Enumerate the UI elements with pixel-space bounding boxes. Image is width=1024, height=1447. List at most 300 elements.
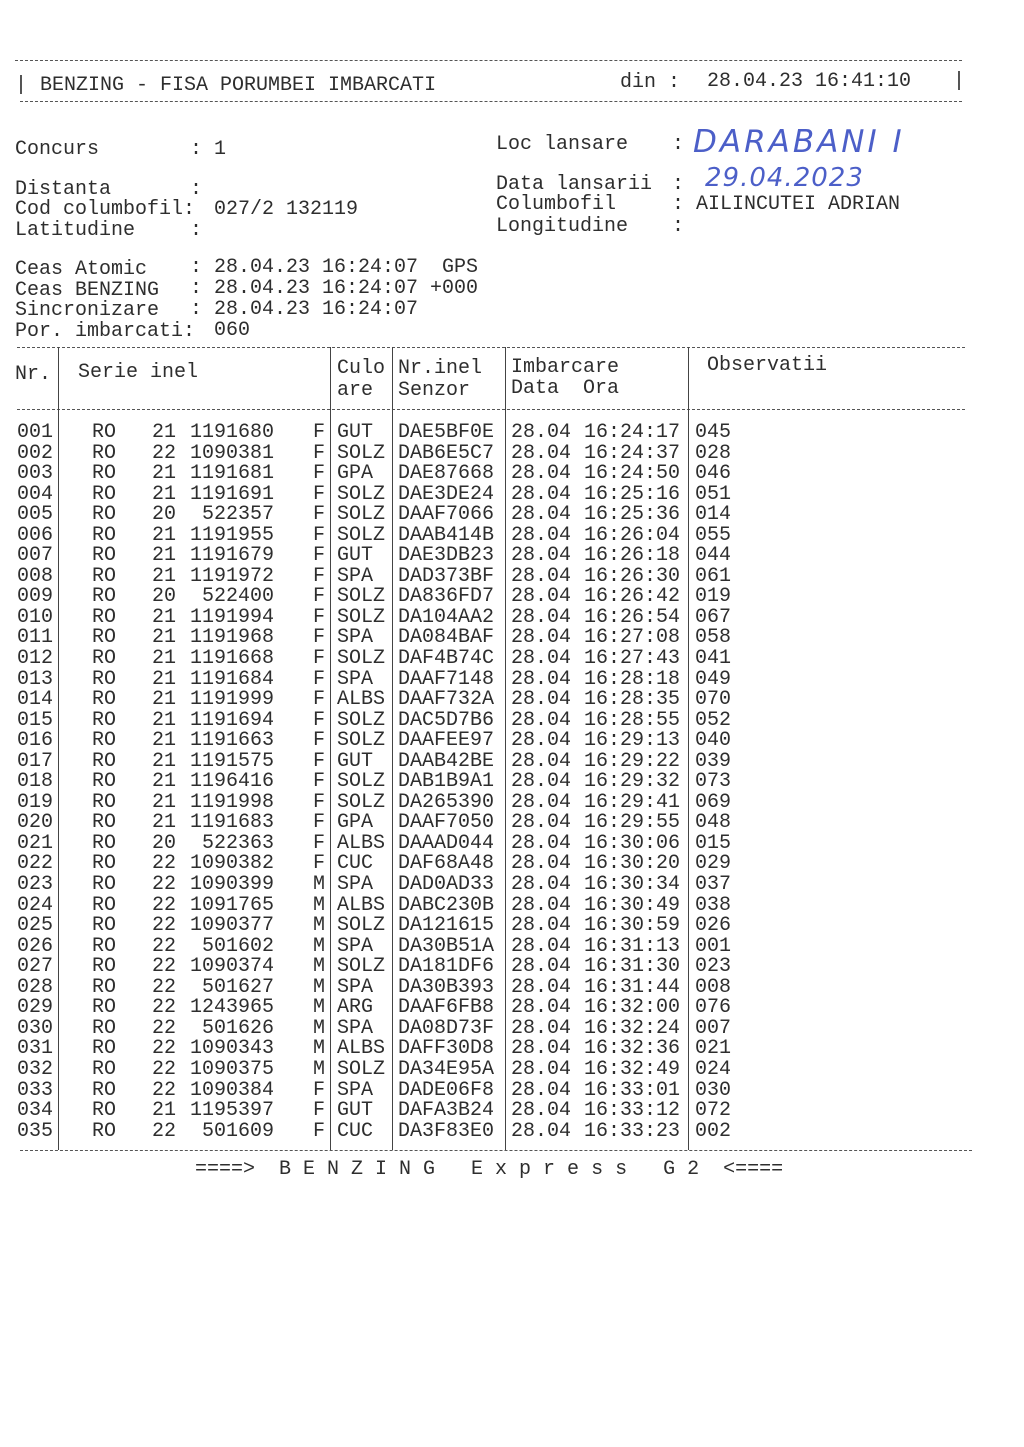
cell-ring: 1191683 [189, 811, 274, 835]
cell-year: 22 [152, 996, 177, 1020]
cell-color: SPA [337, 667, 374, 691]
cell-obs: 061 [695, 564, 732, 588]
cell-sex: F [313, 605, 326, 629]
cell-nr: 025 [17, 914, 54, 938]
cell-time: 16:32:49 [584, 1057, 681, 1081]
cell-color: SOLZ [337, 770, 386, 794]
concurs-value: : 1 [190, 138, 227, 161]
cell-year: 21 [152, 564, 177, 588]
table-row [0, 854, 1024, 875]
cell-date: 28.04 [511, 1016, 572, 1040]
cell-color: SOLZ [337, 441, 386, 465]
cell-sensor: DAE3DE24 [398, 482, 495, 506]
cell-ring: 1191663 [189, 729, 274, 753]
cell-year: 22 [152, 955, 177, 979]
cell-obs: 028 [695, 441, 732, 465]
cell-obs: 040 [695, 729, 732, 753]
table-row [0, 423, 1024, 444]
cell-ring: 1191684 [189, 667, 274, 691]
cell-country: RO [92, 770, 117, 794]
cell-year: 21 [152, 462, 177, 486]
cell-obs: 058 [695, 626, 732, 650]
cell-sensor: DA265390 [398, 790, 495, 814]
cell-sex: F [313, 770, 326, 794]
cell-obs: 023 [695, 955, 732, 979]
cell-ring: 1090374 [189, 955, 274, 979]
header-observatii: Observatii [707, 354, 828, 377]
cell-color: SOLZ [337, 523, 386, 547]
cell-time: 16:25:16 [584, 482, 681, 506]
cell-date: 28.04 [511, 523, 572, 547]
cell-country: RO [92, 893, 117, 917]
cell-date: 28.04 [511, 749, 572, 773]
cell-nr: 035 [17, 1119, 54, 1143]
loc-lansare-handwritten: DARABANI I [693, 124, 905, 160]
cell-color: ALBS [337, 688, 386, 712]
cell-sensor: DAAB42BE [398, 749, 495, 773]
table-row [0, 1119, 1024, 1143]
cell-country: RO [92, 749, 117, 773]
header-serie-inel: Serie inel [78, 361, 199, 384]
longitudine-value: : [672, 215, 685, 238]
cell-ring: 1191575 [189, 749, 274, 773]
cell-country: RO [92, 811, 117, 835]
cell-time: 16:33:12 [584, 1099, 681, 1123]
cell-sex: M [313, 1057, 326, 1081]
cell-date: 28.04 [511, 667, 572, 691]
table-row [0, 587, 1024, 608]
cell-sex: M [313, 873, 326, 897]
cell-country: RO [92, 421, 117, 444]
cell-sensor: DAE5BF0E [398, 421, 495, 444]
cell-ring: 1191694 [189, 708, 274, 732]
cell-ring: 1090381 [189, 441, 274, 465]
table-row [0, 441, 1024, 465]
cell-sensor: DAAF6FB8 [398, 996, 495, 1020]
table-row [0, 1016, 1024, 1040]
cell-country: RO [92, 688, 117, 712]
cell-obs: 051 [695, 482, 732, 506]
cell-obs: 073 [695, 770, 732, 794]
cell-year: 21 [152, 523, 177, 547]
cell-year: 22 [152, 873, 177, 897]
cell-date: 28.04 [511, 503, 572, 527]
cell-sex: F [313, 462, 326, 486]
cell-date: 28.04 [511, 790, 572, 814]
cell-obs: 030 [695, 1078, 732, 1102]
cell-obs: 045 [695, 421, 732, 444]
cell-ring: 1191681 [189, 462, 274, 486]
cell-sensor: DA30B51A [398, 934, 495, 958]
cell-ring: 1090375 [189, 1057, 274, 1081]
cell-time: 16:29:55 [584, 811, 681, 835]
table-row [0, 875, 1024, 896]
cell-ring: 522400 [201, 585, 274, 609]
cell-time: 16:33:23 [584, 1119, 681, 1143]
document-title: BENZING - FISA PORUMBEI IMBARCATI [40, 74, 437, 97]
data-lansarii-handwritten: 29.04.2023 [705, 163, 864, 193]
cell-color: GPA [337, 462, 374, 486]
cell-sensor: DAC5D7B6 [398, 708, 495, 732]
cell-country: RO [92, 462, 117, 486]
header-left-bar: | [15, 74, 28, 97]
cell-color: SPA [337, 934, 374, 958]
cell-year: 20 [152, 585, 177, 609]
table-row [0, 916, 1024, 937]
cell-date: 28.04 [511, 544, 572, 568]
cell-obs: 046 [695, 462, 732, 486]
cell-country: RO [92, 564, 117, 588]
table-row [0, 975, 1024, 999]
table-row [0, 893, 1024, 917]
cell-ring: 1243965 [189, 996, 274, 1020]
cell-color: SOLZ [337, 914, 386, 938]
cell-color: GUT [337, 749, 374, 773]
header-right-bar: | [953, 70, 966, 93]
cell-sensor: DA836FD7 [398, 585, 495, 609]
cell-ring: 1091765 [189, 893, 274, 917]
cell-nr: 030 [17, 1016, 54, 1040]
cell-sex: M [313, 996, 326, 1020]
distanta-value: : [190, 178, 203, 201]
cell-country: RO [92, 955, 117, 979]
table-header-rule [17, 409, 965, 410]
cell-ring: 1191680 [189, 421, 274, 444]
cell-color: SPA [337, 975, 374, 999]
table-row [0, 546, 1024, 567]
columbofil-value: : AILINCUTEI ADRIAN [672, 193, 901, 216]
cell-sensor: DA3F83E0 [398, 1119, 495, 1143]
cell-sensor: DAAF7050 [398, 811, 495, 835]
cell-date: 28.04 [511, 852, 572, 876]
cell-obs: 014 [695, 503, 732, 527]
cell-color: GUT [337, 421, 374, 444]
cell-date: 28.04 [511, 626, 572, 650]
cell-sensor: DAAAD044 [398, 831, 495, 855]
cell-country: RO [92, 1099, 117, 1123]
cell-color: ALBS [337, 1037, 386, 1061]
cell-year: 21 [152, 688, 177, 712]
cell-nr: 002 [17, 441, 54, 465]
cell-time: 16:26:18 [584, 544, 681, 568]
cell-time: 16:30:06 [584, 831, 681, 855]
cell-sensor: DAD373BF [398, 564, 495, 588]
cell-ring: 1090343 [189, 1037, 274, 1061]
cell-color: ARG [337, 996, 374, 1020]
sincronizare-label: Sincronizare [15, 299, 160, 322]
table-row [0, 482, 1024, 506]
table-row [0, 998, 1024, 1019]
cell-year: 21 [152, 811, 177, 835]
cell-country: RO [92, 1016, 117, 1040]
cell-sensor: DAF4B74C [398, 647, 495, 671]
table-row [0, 464, 1024, 485]
cell-sensor: DADE06F8 [398, 1078, 495, 1102]
table-body [0, 423, 1024, 1142]
cell-country: RO [92, 626, 117, 650]
cell-country: RO [92, 996, 117, 1020]
table-row [0, 1057, 1024, 1081]
cell-year: 21 [152, 790, 177, 814]
table-row [0, 523, 1024, 547]
cell-date: 28.04 [511, 1078, 572, 1102]
sincronizare-value: : 28.04.23 16:24:07 [190, 298, 419, 321]
table-row [0, 749, 1024, 773]
cell-color: SOLZ [337, 482, 386, 506]
cell-time: 16:26:30 [584, 564, 681, 588]
cell-sensor: DAAF732A [398, 688, 495, 712]
cell-sex: F [313, 790, 326, 814]
cell-time: 16:29:13 [584, 729, 681, 753]
cell-country: RO [92, 852, 117, 876]
cell-date: 28.04 [511, 421, 572, 444]
data-lansarii-label: Data lansarii [496, 173, 653, 196]
cell-time: 16:29:22 [584, 749, 681, 773]
cell-country: RO [92, 708, 117, 732]
cell-ring: 1191955 [189, 523, 274, 547]
cell-ring: 501627 [201, 975, 274, 999]
cell-ring: 1195397 [189, 1099, 274, 1123]
cell-ring: 1191999 [189, 688, 274, 712]
cell-year: 21 [152, 749, 177, 773]
cell-sex: M [313, 955, 326, 979]
cell-date: 28.04 [511, 1057, 572, 1081]
table-row [0, 708, 1024, 732]
cell-nr: 021 [17, 831, 54, 855]
cell-obs: 029 [695, 852, 732, 876]
cell-nr: 017 [17, 749, 54, 773]
cell-country: RO [92, 1119, 117, 1143]
latitudine-value: : [190, 219, 203, 242]
cell-nr: 014 [17, 688, 54, 712]
cell-color: CUC [337, 1119, 374, 1143]
cell-country: RO [92, 482, 117, 506]
table-row [0, 957, 1024, 978]
cell-country: RO [92, 441, 117, 465]
cell-country: RO [92, 729, 117, 753]
cell-obs: 008 [695, 975, 732, 999]
cell-obs: 072 [695, 1099, 732, 1123]
table-row [0, 1101, 1024, 1122]
cell-nr: 010 [17, 605, 54, 629]
cell-country: RO [92, 790, 117, 814]
cell-date: 28.04 [511, 996, 572, 1020]
cell-country: RO [92, 1078, 117, 1102]
cell-sex: M [313, 914, 326, 938]
header-imbarcare-line1: Imbarcare [511, 356, 620, 379]
loc-lansare-sep: : [672, 133, 685, 156]
cell-nr: 027 [17, 955, 54, 979]
cell-sensor: DA104AA2 [398, 605, 495, 629]
cell-obs: 037 [695, 873, 732, 897]
cell-obs: 039 [695, 749, 732, 773]
cell-sensor: DA084BAF [398, 626, 495, 650]
cell-date: 28.04 [511, 441, 572, 465]
table-row [0, 790, 1024, 814]
cell-ring: 1090377 [189, 914, 274, 938]
cell-nr: 001 [17, 421, 54, 444]
cell-sensor: DABC230B [398, 893, 495, 917]
cell-year: 22 [152, 914, 177, 938]
cell-color: SOLZ [337, 647, 386, 671]
cell-sex: F [313, 729, 326, 753]
cell-country: RO [92, 585, 117, 609]
cod-columbofil-value: 027/2 132119 [214, 198, 359, 221]
cell-color: GUT [337, 544, 374, 568]
cell-color: GUT [337, 1099, 374, 1123]
cell-sex: F [313, 811, 326, 835]
cell-time: 16:32:24 [584, 1016, 681, 1040]
cell-time: 16:24:17 [584, 421, 681, 444]
distanta-label: Distanta [15, 178, 112, 201]
cell-obs: 026 [695, 914, 732, 938]
columbofil-label: Columbofil [496, 193, 617, 216]
ceas-benzing-label: Ceas BENZING [15, 279, 160, 302]
cell-obs: 019 [695, 585, 732, 609]
cell-color: SOLZ [337, 503, 386, 527]
cell-date: 28.04 [511, 462, 572, 486]
cell-color: CUC [337, 852, 374, 876]
cell-color: SOLZ [337, 708, 386, 732]
cell-time: 16:29:41 [584, 790, 681, 814]
cell-time: 16:29:32 [584, 770, 681, 794]
cell-date: 28.04 [511, 831, 572, 855]
cell-country: RO [92, 544, 117, 568]
cell-date: 28.04 [511, 770, 572, 794]
cell-sex: M [313, 893, 326, 917]
cell-obs: 076 [695, 996, 732, 1020]
cell-ring: 522363 [201, 831, 274, 855]
cell-sex: F [313, 441, 326, 465]
cell-sex: F [313, 503, 326, 527]
header-bottom-rule [20, 101, 962, 102]
cell-year: 22 [152, 1016, 177, 1040]
cell-year: 21 [152, 421, 177, 444]
cell-sensor: DAAB414B [398, 523, 495, 547]
cell-date: 28.04 [511, 975, 572, 999]
cell-sensor: DAD0AD33 [398, 873, 495, 897]
cell-nr: 032 [17, 1057, 54, 1081]
cell-obs: 052 [695, 708, 732, 732]
table-bottom-rule [20, 1150, 972, 1151]
cell-obs: 055 [695, 523, 732, 547]
cell-ring: 501602 [201, 934, 274, 958]
ceas-benzing-value: : 28.04.23 16:24:07 +000 [190, 277, 479, 300]
cell-date: 28.04 [511, 1119, 572, 1143]
table-row [0, 934, 1024, 958]
cell-obs: 049 [695, 667, 732, 691]
cell-color: ALBS [337, 831, 386, 855]
cell-year: 21 [152, 626, 177, 650]
cell-country: RO [92, 605, 117, 629]
cell-date: 28.04 [511, 914, 572, 938]
cell-sex: F [313, 708, 326, 732]
cell-color: SOLZ [337, 605, 386, 629]
cell-sex: M [313, 975, 326, 999]
cell-color: SOLZ [337, 585, 386, 609]
cell-sex: M [313, 1016, 326, 1040]
cell-year: 20 [152, 831, 177, 855]
cell-year: 21 [152, 708, 177, 732]
table-row [0, 649, 1024, 670]
table-row [0, 690, 1024, 711]
cell-date: 28.04 [511, 893, 572, 917]
cell-obs: 048 [695, 811, 732, 835]
cell-obs: 002 [695, 1119, 732, 1143]
cell-obs: 001 [695, 934, 732, 958]
cell-sex: F [313, 482, 326, 506]
cell-nr: 004 [17, 482, 54, 506]
cell-date: 28.04 [511, 873, 572, 897]
cell-nr: 007 [17, 544, 54, 568]
data-lansarii-sep: : [672, 173, 685, 196]
cell-time: 16:33:01 [584, 1078, 681, 1102]
cell-nr: 011 [17, 626, 54, 650]
cell-obs: 070 [695, 688, 732, 712]
latitudine-label: Latitudine [15, 219, 136, 242]
cell-nr: 022 [17, 852, 54, 876]
cell-color: SOLZ [337, 729, 386, 753]
cell-sex: F [313, 585, 326, 609]
cell-sex: M [313, 934, 326, 958]
cell-sex: F [313, 852, 326, 876]
header-imbarcare-line2: Data Ora [511, 377, 620, 400]
cell-color: SPA [337, 626, 374, 650]
cell-sensor: DAAF7066 [398, 503, 495, 527]
cell-nr: 020 [17, 811, 54, 835]
cell-obs: 015 [695, 831, 732, 855]
cell-country: RO [92, 667, 117, 691]
cell-year: 22 [152, 441, 177, 465]
cell-obs: 007 [695, 1016, 732, 1040]
header-senzor-line2: Senzor [398, 379, 471, 402]
cell-obs: 069 [695, 790, 732, 814]
cell-time: 16:31:13 [584, 934, 681, 958]
cell-sex: F [313, 1078, 326, 1102]
cell-sex: F [313, 544, 326, 568]
cell-year: 22 [152, 1119, 177, 1143]
cell-ring: 1191679 [189, 544, 274, 568]
cell-color: GPA [337, 811, 374, 835]
cod-columbofil-label: Cod columbofil: [15, 198, 196, 221]
cell-year: 22 [152, 1078, 177, 1102]
cell-country: RO [92, 975, 117, 999]
cell-ring: 1196416 [189, 770, 274, 794]
cell-time: 16:24:50 [584, 462, 681, 486]
cell-date: 28.04 [511, 688, 572, 712]
cell-country: RO [92, 914, 117, 938]
cell-country: RO [92, 873, 117, 897]
cell-country: RO [92, 934, 117, 958]
cell-year: 22 [152, 975, 177, 999]
cell-sensor: DAF68A48 [398, 852, 495, 876]
cell-sensor: DAAFEE97 [398, 729, 495, 753]
cell-time: 16:28:55 [584, 708, 681, 732]
table-row [0, 628, 1024, 649]
cell-nr: 006 [17, 523, 54, 547]
cell-sex: F [313, 421, 326, 444]
cell-obs: 021 [695, 1037, 732, 1061]
table-row [0, 564, 1024, 588]
cell-ring: 1191968 [189, 626, 274, 650]
cell-ring: 1191994 [189, 605, 274, 629]
cell-year: 21 [152, 667, 177, 691]
header-top-rule [15, 60, 962, 61]
cell-sensor: DAFA3B24 [398, 1099, 495, 1123]
cell-time: 16:26:42 [584, 585, 681, 609]
cell-obs: 044 [695, 544, 732, 568]
cell-country: RO [92, 503, 117, 527]
